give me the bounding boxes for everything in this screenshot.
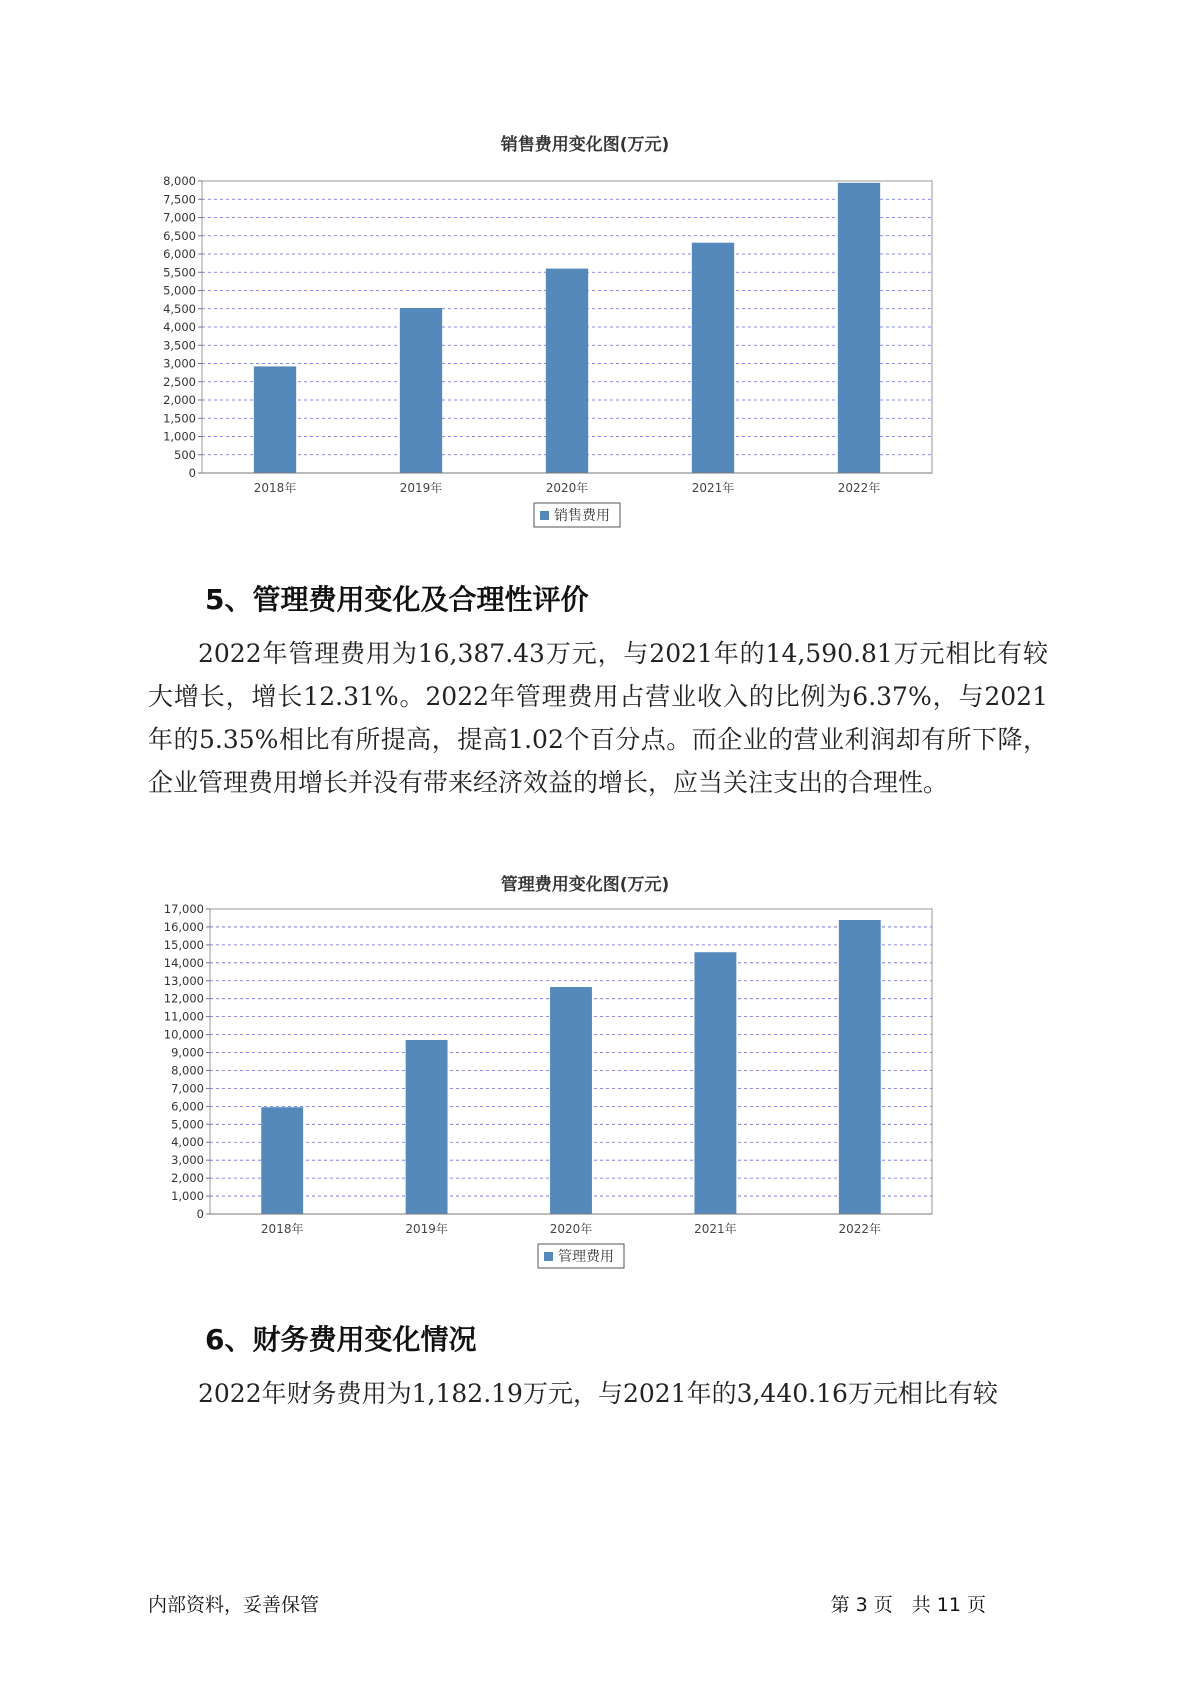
y-tick-label: 1,500 xyxy=(163,411,196,426)
footer-confidential: 内部资料，妥善保管 xyxy=(148,1594,320,1616)
x-tick-label: 2019年 xyxy=(399,481,443,495)
y-tick-label: 6,000 xyxy=(171,1099,204,1114)
bar-2021年 xyxy=(694,952,736,1214)
y-tick-label: 11,000 xyxy=(163,1009,204,1024)
x-tick-label: 2019年 xyxy=(405,1222,448,1236)
x-tick-label: 2020年 xyxy=(549,1222,593,1236)
legend-swatch xyxy=(540,511,549,520)
section5-heading: 5、管理费用变化及合理性评价 xyxy=(205,583,589,616)
bar-2021年 xyxy=(692,243,734,473)
legend-label: 管理费用 xyxy=(558,1249,614,1265)
y-tick-label: 0 xyxy=(188,466,196,480)
y-tick-label: 1,000 xyxy=(163,429,196,444)
y-tick-label: 2,000 xyxy=(171,1171,204,1186)
y-tick-label: 12,000 xyxy=(163,991,204,1006)
y-tick-label: 14,000 xyxy=(163,955,204,970)
y-tick-label: 1,000 xyxy=(171,1189,204,1204)
section5-paragraph: 2022年管理费用为16,387.43万元，与2021年的14,590.81万元相比有较大增长，增长12.31%。2022年管理费用占营业收入的比例为6.37%，与2021年的5.35%相比有所提高，提高1.02个百分点。而企业的营业利润却有所下降，企业管理费用增长并没有带来经济效益的增长，应当关注支出的合理性。 xyxy=(148,639,1048,797)
y-tick-label: 4,000 xyxy=(171,1135,204,1150)
y-tick-label: 8,000 xyxy=(163,174,196,188)
legend-label: 销售费用 xyxy=(554,508,610,524)
chart-legend xyxy=(534,503,620,527)
x-tick-label: 2020年 xyxy=(545,481,589,495)
legend-swatch xyxy=(544,1252,553,1261)
y-tick-label: 13,000 xyxy=(163,973,204,988)
y-tick-label: 15,000 xyxy=(163,937,204,952)
y-tick-label: 10,000 xyxy=(163,1027,204,1042)
y-tick-label: 9,000 xyxy=(171,1045,204,1060)
y-tick-label: 3,500 xyxy=(163,338,196,353)
section6-heading: 6、财务费用变化情况 xyxy=(205,1323,477,1356)
x-tick-label: 2022年 xyxy=(838,1222,882,1236)
y-tick-label: 7,000 xyxy=(163,210,196,225)
y-tick-label: 5,000 xyxy=(171,1117,204,1132)
x-tick-label: 2021年 xyxy=(691,481,735,495)
y-tick-label: 17,000 xyxy=(163,902,204,916)
bar-2018年 xyxy=(261,1107,303,1214)
bar-2022年 xyxy=(839,920,881,1214)
y-tick-label: 8,000 xyxy=(171,1063,204,1078)
y-tick-label: 6,500 xyxy=(163,228,196,243)
y-tick-label: 5,000 xyxy=(163,283,196,298)
sales-expense-chart xyxy=(150,130,1020,581)
footer-page-number: 第 3 页 共 11 页 xyxy=(830,1594,986,1616)
section6-paragraph: 2022年财务费用为1,182.19万元，与2021年的3,440.16万元相比有较 xyxy=(198,1379,998,1408)
bar-2020年 xyxy=(550,987,592,1214)
y-tick-label: 3,000 xyxy=(163,356,196,371)
chart-title: 销售费用变化图(万元) xyxy=(500,135,670,155)
x-tick-label: 2021年 xyxy=(694,1222,737,1236)
bar-2020年 xyxy=(546,269,588,473)
y-tick-label: 3,000 xyxy=(171,1153,204,1168)
y-tick-label: 0 xyxy=(196,1207,204,1221)
y-tick-label: 16,000 xyxy=(163,919,204,934)
chart-title: 管理费用变化图(万元) xyxy=(500,875,670,895)
chart-legend xyxy=(538,1244,624,1268)
y-tick-label: 5,500 xyxy=(163,265,196,280)
y-tick-label: 6,000 xyxy=(163,247,196,261)
y-tick-label: 7,000 xyxy=(171,1081,204,1096)
bar-2018年 xyxy=(254,366,296,473)
bar-2022年 xyxy=(838,183,880,473)
x-tick-label: 2022年 xyxy=(837,481,881,495)
y-tick-label: 2,500 xyxy=(163,374,196,389)
y-tick-label: 7,500 xyxy=(163,192,196,207)
y-tick-label: 2,000 xyxy=(163,393,196,407)
x-tick-label: 2018年 xyxy=(260,1222,304,1236)
chart-plot xyxy=(150,901,1020,1321)
chart-plot xyxy=(150,161,1020,581)
bar-2019年 xyxy=(400,308,442,473)
x-tick-label: 2018年 xyxy=(253,481,297,495)
y-tick-label: 4,500 xyxy=(163,301,196,316)
admin-expense-chart xyxy=(150,870,1020,1321)
bar-2019年 xyxy=(406,1040,448,1214)
y-tick-label: 4,000 xyxy=(163,320,196,334)
y-tick-label: 500 xyxy=(174,447,196,462)
